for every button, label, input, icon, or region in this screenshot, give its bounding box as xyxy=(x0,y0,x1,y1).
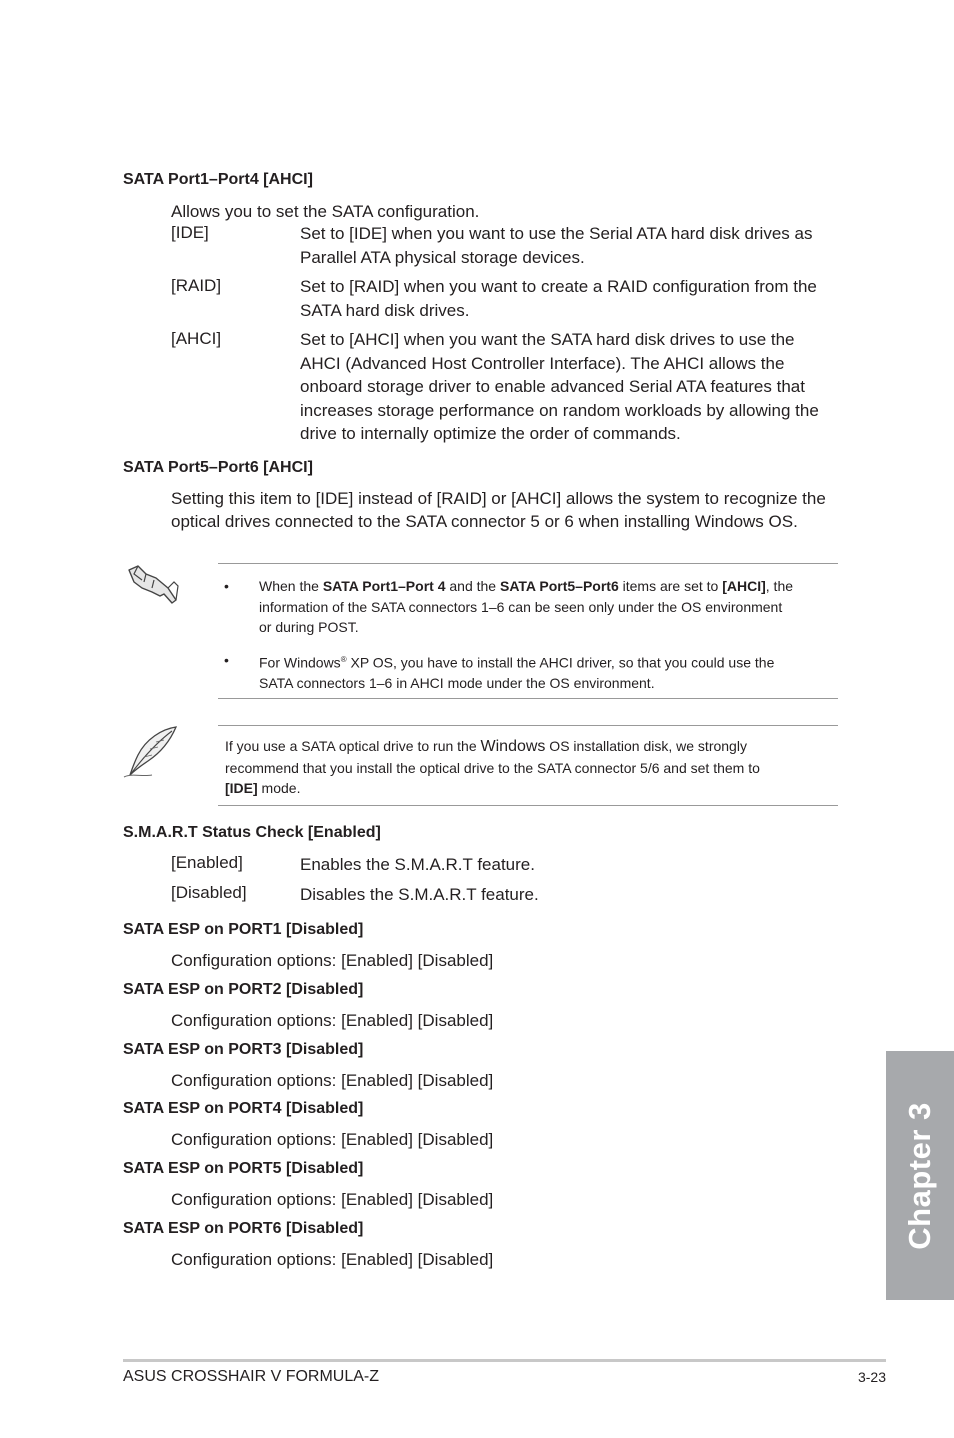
section-title-esp-port1: SATA ESP on PORT1 [Disabled] xyxy=(123,921,364,938)
note2-top-rule xyxy=(218,725,838,726)
section-title-esp-port3: SATA ESP on PORT3 [Disabled] xyxy=(123,1041,364,1058)
option-label-ide: [IDE] xyxy=(171,223,209,242)
note1-top-rule xyxy=(218,563,838,564)
section-title-esp-port2: SATA ESP on PORT2 [Disabled] xyxy=(123,981,364,998)
option-desc-ahci: Set to [AHCI] when you want the SATA hard disk drives to use the AHCI (Advanced Host Controller Interface). The AHCI allows the onboard storage driver to enable advanced Serial ATA features that increases storage performance on random workloads by allowing the drive to internally optimize the order of commands. xyxy=(300,330,819,443)
section-title-sata-port1-4: SATA Port1–Port4 [AHCI] xyxy=(123,171,313,188)
smart-option-enabled-label: [Enabled] xyxy=(171,853,243,872)
pointing-hand-icon xyxy=(124,560,180,611)
sata14-intro: Allows you to set the SATA configuration. xyxy=(171,202,480,221)
note1-bullet-1: • xyxy=(224,578,229,594)
option-desc-raid: Set to [RAID] when you want to create a RAID configuration from the SATA hard disk drives. xyxy=(300,277,817,320)
section-title-smart: S.M.A.R.T Status Check [Enabled] xyxy=(123,824,381,841)
esp-port5-config: Configuration options: [Enabled] [Disabled] xyxy=(171,1190,494,1209)
note2-text: If you use a SATA optical drive to run the Windows OS installation disk, we strongly recommend that you install the optical drive to the SATA connector 5/6 and set them to [IDE] mode. xyxy=(225,738,760,796)
note1-bullet-2-text: For Windows® XP OS, you have to install the AHCI driver, so that you could use the SATA connectors 1–6 in AHCI mode under the OS environment. xyxy=(259,654,775,692)
option-desc-ide: Set to [IDE] when you want to use the Serial ATA hard disk drives as Parallel ATA physical storage devices. xyxy=(300,224,813,267)
feather-pen-icon xyxy=(122,723,180,786)
note1-bullet-1-text: When the SATA Port1–Port 4 and the SATA Port5–Port6 items are set to [AHCI], the information of the SATA connectors 1–6 can be seen only under the OS environment or during POST. xyxy=(259,578,794,635)
section-title-sata-port5-6: SATA Port5–Port6 [AHCI] xyxy=(123,459,313,476)
section-title-esp-port5: SATA ESP on PORT5 [Disabled] xyxy=(123,1160,364,1177)
footer-product-name: ASUS CROSSHAIR V FORMULA-Z xyxy=(123,1368,380,1385)
note1-bullet-2: • xyxy=(224,652,229,668)
chapter-tab-label: Chapter 3 xyxy=(902,1101,937,1250)
esp-port3-config: Configuration options: [Enabled] [Disabled] xyxy=(171,1071,494,1090)
option-label-ahci: [AHCI] xyxy=(171,329,222,348)
sata56-description: Setting this item to [IDE] instead of [RAID] or [AHCI] allows the system to recognize the optical drives connected to the SATA connector 5 or 6 when installing Windows OS. xyxy=(171,489,826,531)
footer-rule xyxy=(123,1359,886,1362)
section-title-esp-port4: SATA ESP on PORT4 [Disabled] xyxy=(123,1100,364,1117)
smart-option-disabled-desc: Disables the S.M.A.R.T feature. xyxy=(300,885,539,904)
esp-port6-config: Configuration options: [Enabled] [Disabled] xyxy=(171,1250,494,1269)
esp-port2-config: Configuration options: [Enabled] [Disabled] xyxy=(171,1011,494,1030)
option-label-raid: [RAID] xyxy=(171,276,222,295)
note2-bottom-rule xyxy=(218,805,838,806)
section-title-esp-port6: SATA ESP on PORT6 [Disabled] xyxy=(123,1220,364,1237)
footer-page-number: 3-23 xyxy=(857,1369,886,1385)
smart-option-disabled-label: [Disabled] xyxy=(171,883,247,902)
esp-port1-config: Configuration options: [Enabled] [Disabled] xyxy=(171,951,494,970)
smart-option-enabled-desc: Enables the S.M.A.R.T feature. xyxy=(300,855,535,874)
esp-port4-config: Configuration options: [Enabled] [Disabled] xyxy=(171,1130,494,1149)
chapter-side-tab xyxy=(886,1051,954,1300)
note1-bottom-rule xyxy=(218,698,838,699)
